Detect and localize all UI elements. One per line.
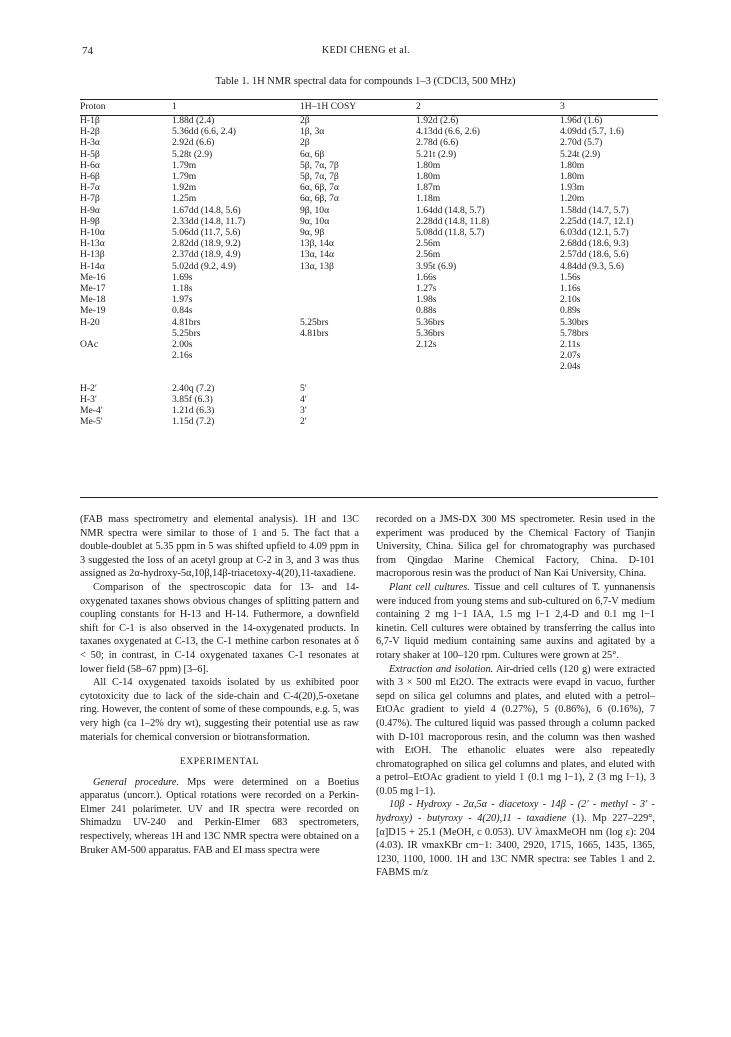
table-row <box>80 283 658 294</box>
cell-compound-2: 2.56m <box>416 238 441 250</box>
cell-compound-1: 2.92d (6.6) <box>172 137 215 149</box>
cell-compound-3: 2.57dd (18.6, 5.6) <box>560 249 629 261</box>
cell-compound-1: 5.02dd (9.2, 4.9) <box>172 260 236 272</box>
cell-proton: H-2β <box>80 126 100 138</box>
cell-compound-3: 1.80m <box>560 171 585 183</box>
cell-compound-3 <box>560 405 658 416</box>
cell-compound-3: 2.70d (5.7) <box>560 137 603 149</box>
cell-cosy: 4.81brs <box>300 327 329 339</box>
cell-compound-3: 1.56s <box>560 271 581 283</box>
table-body <box>80 115 658 427</box>
cell-compound-1: 1.79m <box>172 159 197 171</box>
cell-compound-1: 1.92m <box>172 182 197 194</box>
cell-proton: H-9α <box>80 204 100 216</box>
cell-cosy: 2′ <box>300 416 307 428</box>
cell-compound-1: 2.37dd (18.9, 4.9) <box>172 249 241 261</box>
table-row <box>80 361 658 372</box>
cell-compound-2: 2.56m <box>416 249 441 261</box>
cell-compound-1: 1.97s <box>172 294 193 306</box>
table-header-row <box>80 100 658 115</box>
cell-cosy: 9α, 9β <box>300 227 325 239</box>
cell-compound-2: 2.28dd (14.8, 11.8) <box>416 215 490 227</box>
cell-compound-2: 1.92d (2.6) <box>416 115 459 126</box>
cell-proton: H-7β <box>80 193 100 205</box>
cell-compound-3: 2.11s <box>560 339 581 351</box>
cell-compound-1: 3.85f (6.3) <box>172 393 213 405</box>
cell-compound-2 <box>416 361 560 372</box>
paragraph-lead: General procedure. <box>93 776 180 788</box>
cell-proton: H-3α <box>80 137 100 149</box>
cell-compound-3: 1.96d (1.6) <box>560 115 603 126</box>
cell-cosy: 2β <box>300 115 310 126</box>
cell-cosy <box>300 361 416 372</box>
cell-compound-2: 1.80m <box>416 171 441 183</box>
cell-compound-3: 5.78brs <box>560 327 589 339</box>
cell-proton: H-13α <box>80 238 105 250</box>
left-text-column <box>80 513 359 857</box>
table-row <box>80 249 658 260</box>
paragraph-lead: 10β - Hydroxy - 2α,5α - diacetoxy - 14β - (2′ - methyl - 3′ - hydroxy) - butyroxy - 4(20),11 - taxadiene <box>376 799 655 825</box>
paragraph: recorded on a JMS-DX 300 MS spectrometer. Resin used in the experiment was produced by the Chemical Factory of Tianjin University, China. Silica gel for chromatography was purchased from Qingdao Marine Chemical Factory, China. D-101 macroporous resin was the product of Nan Kai University, China. <box>376 514 655 580</box>
cell-compound-2 <box>416 416 560 427</box>
cell-compound-1: 2.40q (7.2) <box>172 382 215 394</box>
table-caption: Table 1. 1H NMR spectral data for compounds 1–3 (CDCl3, 500 MHz) <box>215 76 516 87</box>
cell-compound-3 <box>560 416 658 427</box>
cell-cosy <box>300 339 416 350</box>
paragraph-text: (1). Mp 227–229°, [α]D15 + 25.1 (MeOH, c 0.053). UV λmaxMeOH nm (log ε): 204 (4.03). IR νmaxKBr cm−1: 3400, 2920, 1715, 1665, 1435, 1365, 1230, 1100, 1000. 1H and 13C NMR spectra: see Tables 1 and 2. FABMS m/z <box>376 813 655 879</box>
cell-cosy: 5′ <box>300 382 307 394</box>
cell-cosy: 6α, 6β, 7α <box>300 193 339 205</box>
cell-compound-2: 1.80m <box>416 159 441 171</box>
paragraph: (FAB mass spectrometry and elemental analysis). 1H and 13C NMR spectra were similar to those of 1 and 5. The fact that a double-doublet at 5.35 ppm in 5 was shifted upfield to 4.09 ppm in 3 suggested the loss of an acetyl group at C-2 in 3, and 3 was thus assigned as 2α-hydroxy-5α,10β,14β-triacetoxy-4(20),11-taxadiene. <box>80 514 359 580</box>
cell-cosy: 9β, 10α <box>300 204 330 216</box>
cell-compound-1: 5.28t (2.9) <box>172 148 213 160</box>
column-header-compound-3: 3 <box>560 101 565 112</box>
page-number: 74 <box>82 45 93 57</box>
table-row <box>80 350 658 361</box>
cell-compound-3: 2.04s <box>560 361 581 373</box>
cell-proton: H-3′ <box>80 393 98 405</box>
cell-compound-2 <box>416 405 560 416</box>
table-row <box>80 205 658 216</box>
running-head: KEDI CHENG et al. <box>322 45 410 56</box>
paragraph <box>376 798 655 880</box>
table-row <box>80 383 658 394</box>
cell-compound-2 <box>416 383 560 394</box>
cell-compound-1: 0.84s <box>172 305 193 317</box>
cell-cosy: 13β, 14α <box>300 238 334 250</box>
cell-compound-3 <box>560 383 658 394</box>
cell-compound-1: 1.18s <box>172 283 193 295</box>
cell-compound-2: 1.87m <box>416 182 441 194</box>
cell-compound-1: 2.82dd (18.9, 9.2) <box>172 238 241 250</box>
paragraph-text: Mps were determined on a Boetius apparatus (uncorr.). Optical rotations were recorded on a Perkin-Elmer 241 polarimeter. UV and IR spectra were recorded on Shimadzu UV-240 and Perkin-Elmer 683 spectrometers, respectively, whereas 1H and 13C NMR spectra were obtained on a Bruker AM-500 apparatus. FAB and EI mass spectra were <box>80 776 359 856</box>
cell-cosy: 13α, 13β <box>300 260 334 272</box>
cell-proton <box>80 350 172 361</box>
cell-proton: H-20 <box>80 316 100 328</box>
cell-proton: H-2′ <box>80 382 98 394</box>
column-header-cosy: 1H–1H COSY <box>300 101 357 112</box>
cell-compound-2: 2.12s <box>416 339 437 351</box>
paragraph: All C-14 oxygenated taxoids isolated by us exhibited poor cytotoxicity due to lack of the side-chain and C-4(20),5-oxetane ring. However, the content of some of these compounds, e.g. 5, was very high (ca 1–2% dry wt), suggesting their potential use as raw materials for chemical conversion or biotransformation. <box>80 677 359 743</box>
cell-proton: H-9β <box>80 215 100 227</box>
cell-proton: H-1β <box>80 115 100 126</box>
table-row <box>80 405 658 416</box>
cell-cosy: 5β, 7α, 7β <box>300 171 339 183</box>
cell-compound-3: 1.93m <box>560 182 585 194</box>
table-row <box>80 149 658 160</box>
right-text-column <box>376 513 655 880</box>
cell-compound-1: 1.15d (7.2) <box>172 416 215 428</box>
cell-compound-3: 2.25dd (14.7, 12.1) <box>560 215 634 227</box>
cell-proton: OAc <box>80 339 99 351</box>
cell-cosy: 2β <box>300 137 310 149</box>
table-row <box>80 305 658 316</box>
paragraph-text: Tissue and cell cultures of T. yunnanensis were induced from young stems and sub-cultured on 6,7-V medium containing 2 mg l−1 IAA, 1.5 mg l−1 2,4-D and 0.1 mg l−1 kinetin. Cell cultures were obtained by transferring the callus into 6,7-V liquid medium containing same auxins and agitated by a rotary shaker at 100–120 rpm. Cultures were grown at 25°. <box>376 581 656 661</box>
cell-proton: Me-4′ <box>80 405 103 417</box>
cell-proton: Me-5′ <box>80 416 103 428</box>
cell-compound-2: 5.36brs <box>416 316 445 328</box>
cell-compound-2: 1.98s <box>416 294 437 306</box>
cell-compound-1: 5.06dd (11.7, 5.6) <box>172 227 241 239</box>
cell-proton: H-7α <box>80 182 100 194</box>
paragraph-lead: Extraction and isolation. <box>389 663 494 675</box>
cell-cosy <box>300 350 416 361</box>
cell-proton <box>80 361 172 372</box>
column-header-proton: Proton <box>80 101 106 112</box>
spacer-cell <box>80 373 658 383</box>
cell-compound-3: 2.07s <box>560 350 581 362</box>
cell-compound-2: 5.36brs <box>416 327 445 339</box>
cell-proton: H-10α <box>80 227 105 239</box>
cell-compound-2: 5.08dd (11.8, 5.7) <box>416 227 485 239</box>
section-heading: EXPERIMENTAL <box>179 757 260 768</box>
cell-compound-2: 5.21t (2.9) <box>416 148 457 160</box>
cell-compound-1: 2.33dd (14.8, 11.7) <box>172 215 246 227</box>
table-row <box>80 160 658 171</box>
cell-compound-2: 1.64dd (14.8, 5.7) <box>416 204 485 216</box>
table-row <box>80 216 658 227</box>
table-row <box>80 171 658 182</box>
cell-proton: Me-19 <box>80 305 106 317</box>
cell-compound-2: 4.13dd (6.6, 2.6) <box>416 126 480 138</box>
cell-cosy: 6α, 6β <box>300 148 325 160</box>
cell-proton: Me-17 <box>80 283 106 295</box>
cell-compound-1: 5.25brs <box>172 327 201 339</box>
cell-compound-2: 1.18m <box>416 193 441 205</box>
cell-compound-3: 1.80m <box>560 159 585 171</box>
cell-cosy <box>300 283 416 294</box>
table-bottom-rule <box>80 497 658 498</box>
cell-cosy: 13α, 14α <box>300 249 335 261</box>
cell-compound-1: 1.67dd (14.8, 5.6) <box>172 204 241 216</box>
cell-compound-2: 0.88s <box>416 305 437 317</box>
paragraph-lead: Plant cell cultures. <box>389 581 470 593</box>
table-row <box>80 394 658 405</box>
cell-cosy: 3′ <box>300 405 307 417</box>
cell-compound-1: 1.79m <box>172 171 197 183</box>
table-row <box>80 294 658 305</box>
cell-proton: H-6β <box>80 171 100 183</box>
cell-cosy: 4′ <box>300 393 307 405</box>
cell-cosy <box>300 272 416 283</box>
cell-compound-2: 2.78d (6.6) <box>416 137 459 149</box>
table-row <box>80 339 658 350</box>
table-row <box>80 126 658 137</box>
cell-compound-1 <box>172 361 300 372</box>
table-row <box>80 416 658 427</box>
table-row <box>80 261 658 272</box>
cell-compound-3 <box>560 394 658 405</box>
table-row <box>80 317 658 328</box>
cell-proton: H-6α <box>80 159 100 171</box>
cell-compound-3: 1.58dd (14.7, 5.7) <box>560 204 629 216</box>
cell-compound-3: 2.10s <box>560 294 581 306</box>
cell-cosy <box>300 294 416 305</box>
table-row <box>80 182 658 193</box>
cell-compound-2 <box>416 350 560 361</box>
cell-compound-3: 5.30brs <box>560 316 589 328</box>
cell-proton <box>80 328 172 339</box>
paragraph <box>376 663 655 799</box>
paragraph: Comparison of the spectroscopic data for 13- and 14-oxygenated taxanes shows obvious changes of splitting pattern and coupling constants for H-13 and H-14. Futhermore, a downfield shift for C-1 is also observed in the 14-oxygenated products. In taxanes oxygenated at C-13, the C-1 methine carbon resonates at δ < 50; in contrast, in C-14 oxygenated taxanes C-1 resonates at lower field (58–67 ppm) [3–6]. <box>80 581 359 675</box>
table-row <box>80 193 658 204</box>
cell-cosy: 6α, 6β, 7α <box>300 182 339 194</box>
table-row <box>80 137 658 148</box>
cell-cosy: 5β, 7α, 7β <box>300 159 339 171</box>
column-header-compound-2: 2 <box>416 101 421 112</box>
cell-compound-1: 1.25m <box>172 193 197 205</box>
cell-compound-1: 2.00s <box>172 339 193 351</box>
cell-compound-3: 4.09dd (5.7, 1.6) <box>560 126 624 138</box>
table-row <box>80 272 658 283</box>
cell-compound-1: 2.16s <box>172 350 193 362</box>
cell-proton: Me-18 <box>80 294 106 306</box>
cell-proton: H-5β <box>80 148 100 160</box>
cell-compound-3: 6.03dd (12.1, 5.7) <box>560 227 629 239</box>
paragraph-text: Air-dried cells (120 g) were extracted with 3 × 500 ml Et2O. The extracts were evapd in vacuo, further sepd on silica gel columns and plates, and eluted with a petrol–EtOAc gradient to yield 4 (0.27%), 5 (0.86%), 6 (0.16%), 7 (0.47%). The cultured liquid was passed through a column packed with D-101 macroporous resin, and the column was then washed with EtOH. The ethanolic eluates were also repeatedly chromatographed on silica gel columns and plates, and eluted with a petrol–EtOAc gradient to yield 1 (0.1 mg l−1), 2 (3 mg l−1), 3 (0.05 mg l−1). <box>376 663 655 797</box>
paragraph <box>376 581 655 663</box>
cell-compound-3: 1.16s <box>560 283 581 295</box>
table-row <box>80 238 658 249</box>
cell-compound-1: 1.69s <box>172 271 193 283</box>
cell-compound-2: 3.95t (6.9) <box>416 260 457 272</box>
cell-compound-3: 0.89s <box>560 305 581 317</box>
cell-compound-3: 2.68dd (18.6, 9.3) <box>560 238 629 250</box>
cell-compound-1: 1.88d (2.4) <box>172 115 215 126</box>
cell-cosy <box>300 305 416 316</box>
table-row <box>80 227 658 238</box>
cell-compound-3: 4.84dd (9.3, 5.6) <box>560 260 624 272</box>
nmr-table <box>80 100 658 427</box>
cell-proton: H-14α <box>80 260 105 272</box>
table-spacer-row <box>80 373 658 383</box>
cell-cosy: 9α, 10α <box>300 215 330 227</box>
cell-compound-1: 1.21d (6.3) <box>172 405 215 417</box>
table-row <box>80 115 658 126</box>
cell-compound-1: 5.36dd (6.6, 2.4) <box>172 126 236 138</box>
cell-cosy: 1β, 3α <box>300 126 325 138</box>
cell-proton: H-13β <box>80 249 105 261</box>
cell-compound-2: 1.27s <box>416 283 437 295</box>
cell-compound-2 <box>416 394 560 405</box>
cell-compound-2: 1.66s <box>416 271 437 283</box>
cell-compound-1: 4.81brs <box>172 316 201 328</box>
cell-cosy: 5.25brs <box>300 316 329 328</box>
paragraph <box>80 776 359 858</box>
column-header-compound-1: 1 <box>172 101 177 112</box>
cell-compound-3: 1.20m <box>560 193 585 205</box>
cell-compound-3: 5.24t (2.9) <box>560 148 601 160</box>
table-row <box>80 328 658 339</box>
cell-proton: Me-16 <box>80 271 106 283</box>
